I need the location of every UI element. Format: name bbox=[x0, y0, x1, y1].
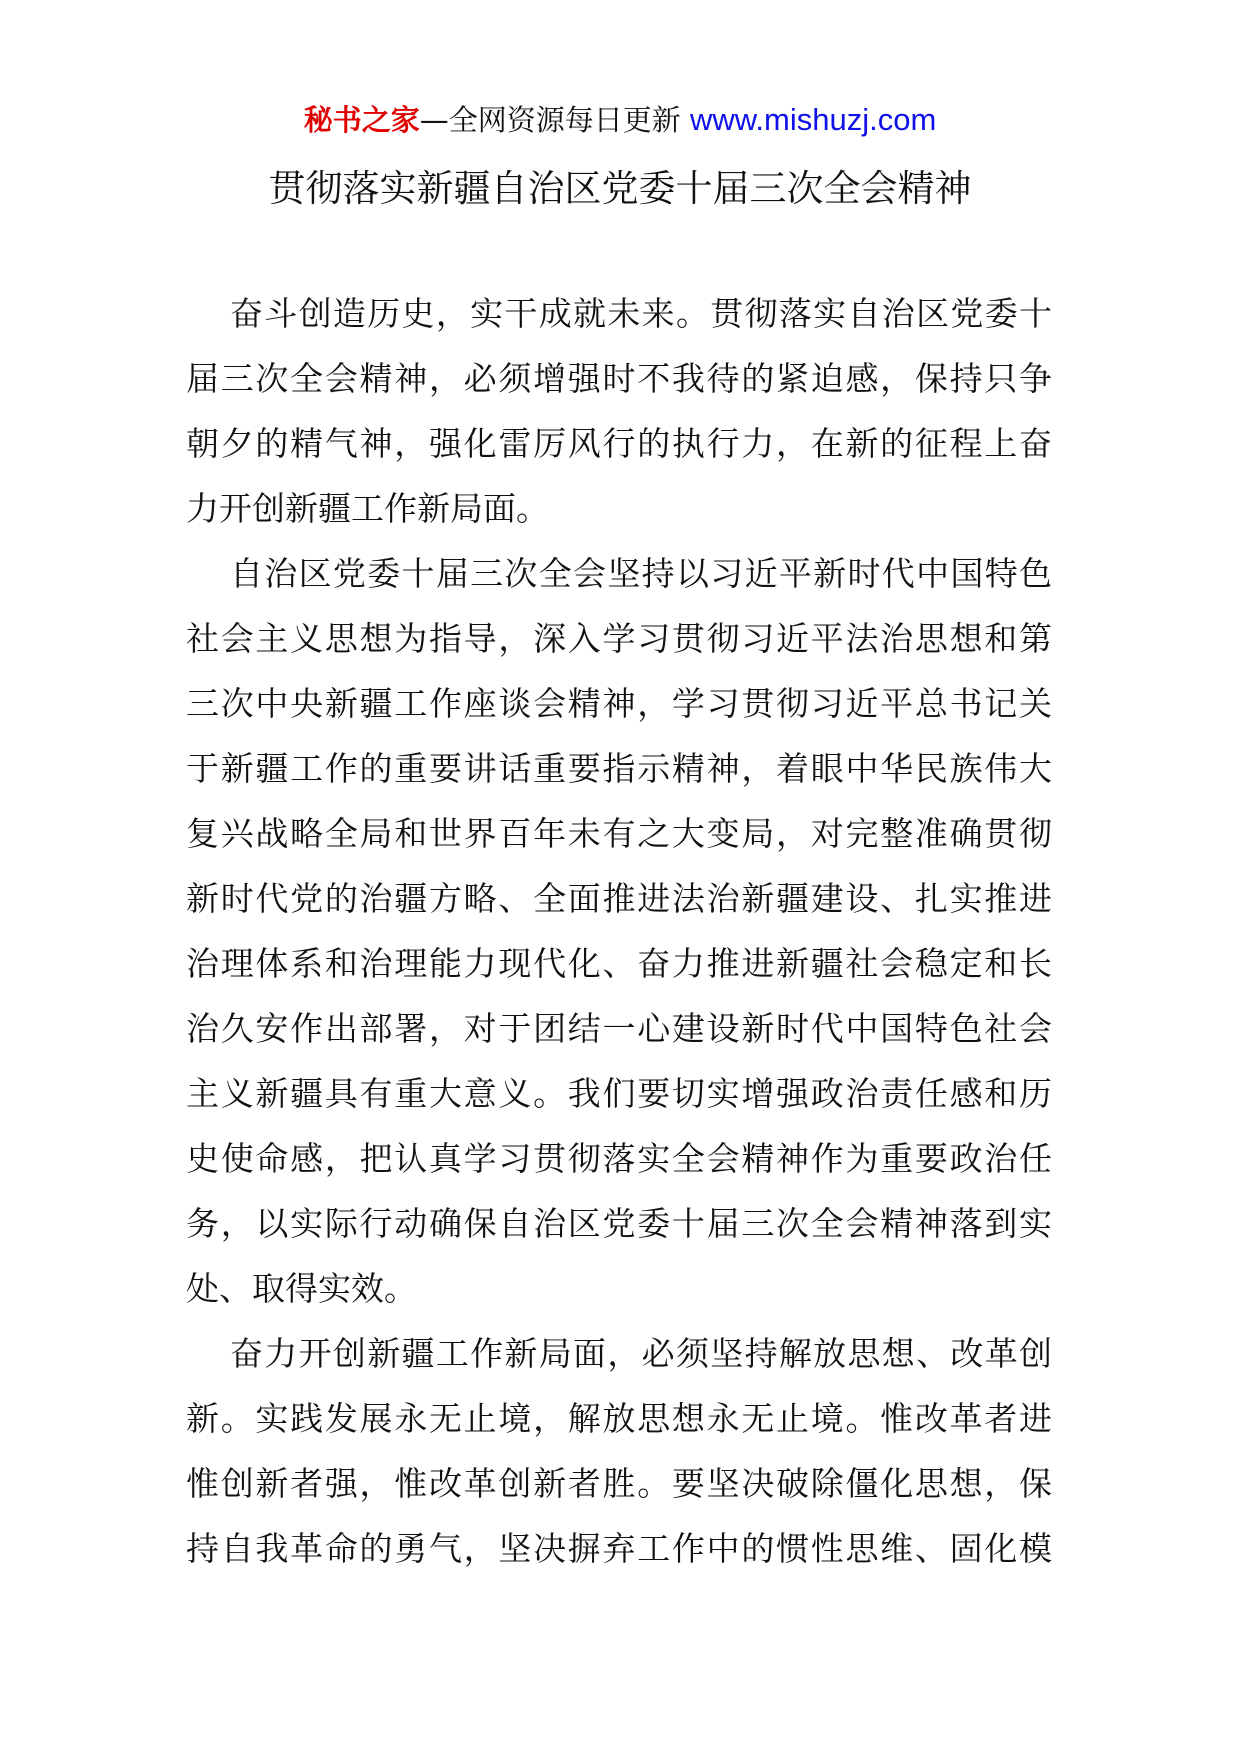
paragraph-line: 处、取得实效。 bbox=[186, 1269, 417, 1308]
paragraph-2 bbox=[186, 552, 1052, 1332]
paragraph-line: 自治区党委十届三次全会坚持以习近平新时代中国特色 bbox=[230, 554, 1052, 593]
paragraph-line: 新。实践发展永无止境，解放思想永无止境。惟改革者进 bbox=[186, 1399, 1052, 1438]
paragraph-line: 于新疆工作的重要讲话重要指示精神，着眼中华民族伟大 bbox=[186, 749, 1052, 788]
paragraph-line: 史使命感，把认真学习贯彻落实全会精神作为重要政治任 bbox=[186, 1139, 1052, 1178]
paragraph-line: 新时代党的治疆方略、全面推进法治新疆建设、扎实推进 bbox=[186, 879, 1052, 918]
paragraph-line: 届三次全会精神，必须增强时不我待的紧迫感，保持只争 bbox=[186, 359, 1052, 398]
document-title: 贯彻落实新疆自治区党委十届三次全会精神 bbox=[268, 167, 972, 210]
paragraph-line: 奋力开创新疆工作新局面，必须坚持解放思想、改革创 bbox=[230, 1334, 1052, 1373]
site-slogan: —全网资源每日更新 bbox=[419, 103, 681, 137]
paragraph-line: 力开创新疆工作新局面。 bbox=[186, 489, 549, 528]
paragraph-line: 持自我革命的勇气，坚决摒弃工作中的惯性思维、固化模 bbox=[186, 1529, 1052, 1568]
paragraph-1 bbox=[186, 292, 1052, 552]
paragraph-line: 社会主义思想为指导，深入学习贯彻习近平法治思想和第 bbox=[186, 619, 1052, 658]
paragraph-line: 务，以实际行动确保自治区党委十届三次全会精神落到实 bbox=[186, 1204, 1052, 1243]
paragraph-line: 三次中央新疆工作座谈会精神，学习贯彻习近平总书记关 bbox=[186, 684, 1052, 723]
paragraph-3 bbox=[186, 1332, 1052, 1592]
site-header bbox=[0, 100, 1240, 140]
paragraph-line: 奋斗创造历史，实干成就未来。贯彻落实自治区党委十 bbox=[230, 294, 1052, 333]
brand-name: 秘书之家 bbox=[303, 103, 420, 137]
paragraph-line: 治久安作出部署，对于团结一心建设新时代中国特色社会 bbox=[186, 1009, 1052, 1048]
document-body bbox=[186, 292, 1052, 1592]
paragraph-line: 复兴战略全局和世界百年未有之大变局，对完整准确贯彻 bbox=[186, 814, 1052, 853]
site-url-link[interactable]: www.mishuzj.com bbox=[689, 102, 937, 137]
paragraph-line: 惟创新者强，惟改革创新者胜。要坚决破除僵化思想，保 bbox=[186, 1464, 1052, 1503]
paragraph-line: 治理体系和治理能力现代化、奋力推进新疆社会稳定和长 bbox=[186, 944, 1052, 983]
paragraph-line: 主义新疆具有重大意义。我们要切实增强政治责任感和历 bbox=[186, 1074, 1052, 1113]
paragraph-line: 朝夕的精气神，强化雷厉风行的执行力，在新的征程上奋 bbox=[186, 424, 1052, 463]
